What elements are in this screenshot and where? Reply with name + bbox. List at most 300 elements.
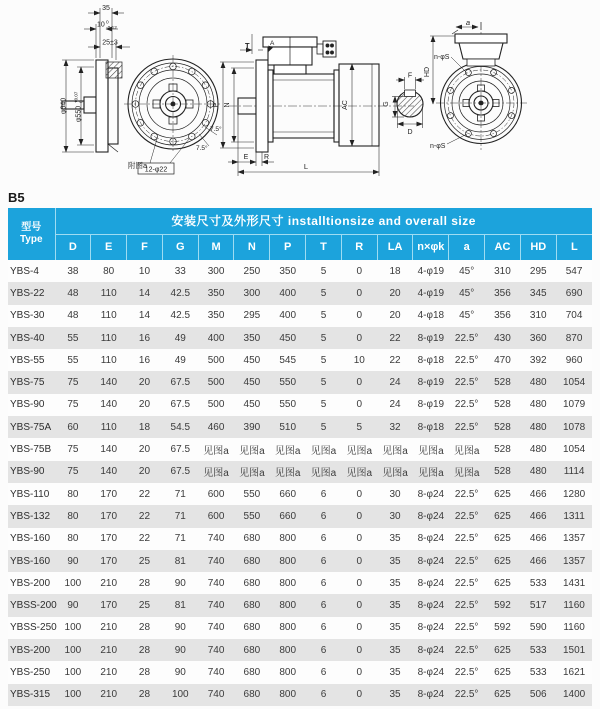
dimension-cell: 466	[529, 510, 547, 522]
dimension-cell: 800	[279, 533, 297, 545]
dimension-cell: 0	[356, 488, 363, 500]
dimension-cell: 517	[529, 600, 547, 612]
dimension-cell: 110	[100, 421, 117, 433]
dimension-cell: 18	[138, 421, 151, 433]
dimension-cell: 470	[494, 354, 511, 366]
dimension-cell: 170	[100, 555, 118, 567]
dimension-cell: 350	[243, 332, 261, 344]
dimension-cell: 8-φ24	[417, 622, 445, 634]
dimension-cell: 356	[494, 310, 511, 322]
dimension-cell: 6	[320, 555, 327, 567]
dimension-cell: 310	[529, 310, 547, 322]
dimension-cell: 533	[529, 666, 547, 678]
dimension-cell: 35	[389, 622, 401, 634]
dimension-cell: 680	[243, 666, 261, 678]
dimension-cell: 1311	[563, 510, 585, 522]
dimension-cell: 48	[67, 310, 79, 322]
dimension-cell: 71	[174, 488, 186, 500]
dimension-cell: 55	[67, 332, 79, 344]
table-row	[8, 282, 592, 304]
dimension-cell: 740	[207, 622, 225, 634]
dimension-cell: 140	[100, 466, 118, 478]
dimension-cell: 28	[138, 644, 151, 656]
table-row	[8, 461, 592, 483]
dimension-cell: 25	[138, 555, 151, 567]
table-row	[8, 661, 592, 683]
dimension-cell: 545	[279, 354, 297, 366]
dimension-cell: 350	[279, 265, 297, 277]
dimension-cell: 110	[100, 354, 117, 366]
dimension-cell: 1501	[562, 644, 586, 656]
dimension-cell: 32	[389, 421, 401, 433]
dimension-cell: 5	[356, 421, 363, 433]
dimension-cell: 22.5°	[454, 644, 479, 656]
dimension-cell: 800	[279, 689, 297, 701]
dimension-cell: 0	[356, 310, 363, 322]
dimension-cell: 75	[67, 377, 79, 389]
dimension-cell: 22.5°	[454, 689, 479, 701]
motor-type-cell: YBS-315	[10, 689, 51, 701]
dimension-cell: 81	[174, 600, 186, 612]
dimension-cell: 400	[279, 287, 297, 299]
table-row	[8, 371, 592, 393]
dimension-cell: 460	[207, 421, 225, 433]
dimension-cell: 18	[389, 265, 401, 277]
dim-label-25: 25±3	[102, 39, 118, 47]
dimension-cell: 22.5°	[454, 622, 479, 634]
dimension-cell: 20	[138, 466, 151, 478]
dimension-cell: 1357	[562, 555, 586, 567]
motor-type-cell: YBS-4	[10, 265, 39, 277]
dimension-cell: 870	[565, 332, 583, 344]
dimension-cell: 550	[279, 377, 297, 389]
dimension-cell: 8-φ24	[417, 577, 445, 589]
dimension-cell: 55	[67, 354, 79, 366]
dimension-cell: 54.5	[170, 421, 191, 433]
dimension-cell: 5	[320, 332, 327, 344]
column-header: AC	[485, 234, 521, 260]
dimension-cell: 210	[100, 622, 118, 634]
dim-label-10: 10	[97, 21, 105, 29]
dimension-cell: 140	[100, 444, 118, 456]
dimension-cell: 22.5°	[454, 510, 479, 522]
dimension-cell: 33	[174, 265, 186, 277]
table-row	[8, 438, 592, 460]
column-header: N	[234, 234, 270, 260]
dimension-cell: 见图a	[239, 446, 265, 458]
dimension-cell: 6	[320, 600, 327, 612]
dimension-cell: 45°	[459, 310, 475, 322]
dimension-cell: 22.5°	[454, 488, 479, 500]
dimension-cell: 550	[243, 488, 261, 500]
column-header: D	[55, 234, 91, 260]
motor-type-cell: YBS-75B	[10, 444, 52, 456]
dimension-cell: 800	[279, 577, 297, 589]
dimension-cell: 10	[138, 265, 151, 277]
dimension-cell: 500	[207, 377, 225, 389]
type-header-en: Type	[19, 234, 43, 245]
dimension-cell: 350	[207, 287, 225, 299]
dimension-cell: 67.5	[170, 377, 191, 389]
dimension-cell: 625	[494, 533, 511, 545]
dimension-cell: 100	[64, 622, 82, 634]
dim-label-10-tol-top: 0	[106, 20, 109, 26]
dimension-cell: 210	[100, 689, 118, 701]
dimension-cell: 680	[243, 577, 261, 589]
dimension-cell: 450	[279, 332, 297, 344]
dimension-cell: 740	[207, 689, 225, 701]
dimension-cell: 0	[356, 577, 363, 589]
dimension-cell: 见图a	[310, 446, 337, 458]
dim-label-l: L	[303, 162, 309, 171]
table-row	[8, 572, 592, 594]
dim-label-g: G	[383, 101, 390, 107]
dimension-cell: 100	[64, 644, 82, 656]
dimension-cell: 1621	[562, 666, 586, 678]
table-row	[8, 617, 592, 639]
dimension-cell: 28	[138, 577, 151, 589]
dimension-cell: 见图a	[346, 446, 373, 458]
dimension-cell: 960	[565, 354, 583, 366]
dim-label-d: D	[407, 129, 413, 136]
dimension-cell: 48	[67, 287, 79, 299]
dimension-cell: 20	[138, 444, 151, 456]
dimension-cell: 0	[356, 377, 363, 389]
dimension-cell: 28	[138, 689, 151, 701]
dimension-cell: 0	[356, 265, 363, 277]
dimension-cell: 22.5°	[454, 533, 479, 545]
dimension-cell: 16	[138, 332, 151, 344]
dimension-cell: 480	[529, 377, 547, 389]
dimension-cell: 528	[494, 444, 511, 456]
dimension-cell: 22.5°	[454, 666, 479, 678]
dim-label-10-tol-bot: -0.12	[106, 25, 117, 31]
dimension-cell: 625	[494, 555, 511, 567]
table-row	[8, 639, 592, 661]
dimension-cell: 见图a	[382, 446, 408, 458]
column-header: L	[556, 234, 592, 260]
dimension-cell: 25	[138, 600, 151, 612]
dimension-cell: 140	[100, 399, 118, 411]
figure-a-caption: 附图a	[128, 161, 148, 170]
dimension-cell: 49	[174, 354, 186, 366]
dimension-cell: 1431	[562, 577, 586, 589]
dimension-cell: 45°	[459, 287, 475, 299]
dimension-cell: 528	[494, 421, 511, 433]
dimension-cell: 5	[320, 310, 327, 322]
dimension-cell: 22.5°	[454, 577, 479, 589]
dimension-cell: 625	[494, 689, 511, 701]
dim-label-35: 35	[102, 5, 110, 12]
dimension-cell: 35	[389, 555, 401, 567]
dimension-cell: 6	[320, 488, 327, 500]
dimension-cell: 295	[243, 310, 261, 322]
dimension-cell: 0	[356, 533, 363, 545]
dim-label-a-lower: a	[465, 18, 471, 27]
dimension-cell: 506	[529, 689, 547, 701]
dimension-cell: 0	[356, 399, 363, 411]
dimension-cell: 5	[320, 265, 327, 277]
motor-type-cell: YBS-250	[10, 666, 51, 678]
dimension-cell: 8-φ24	[417, 533, 445, 545]
dimension-cell: 625	[494, 666, 511, 678]
dimension-cell: 450	[243, 399, 261, 411]
dim-label-angle-1: 7.5°	[196, 145, 208, 152]
dimension-cell: 10	[353, 354, 365, 366]
dimension-cell: 356	[494, 287, 511, 299]
dimension-cell: 800	[279, 555, 297, 567]
dimension-cell: 170	[100, 488, 118, 500]
dim-label-p: P	[213, 102, 220, 108]
dimension-cell: 见图a	[418, 446, 444, 458]
dimension-cell: 310	[494, 265, 511, 277]
dimension-cell: 42.5	[170, 287, 191, 299]
motor-type-cell: YBS-30	[10, 310, 45, 322]
column-header: M	[198, 234, 234, 260]
motor-type-cell: YBS-160	[10, 555, 51, 567]
dimension-cell: 24	[389, 377, 401, 389]
dimension-cell: 22.5°	[454, 354, 479, 366]
dimension-cell: 680	[243, 689, 261, 701]
dim-label-n: N	[224, 102, 231, 108]
motor-type-cell: YBS-75A	[10, 421, 52, 433]
dimension-cell: 0	[356, 332, 363, 344]
dimension-cell: 28	[138, 622, 151, 634]
dimension-cell: 680	[243, 622, 261, 634]
dimension-cell: 见图a	[239, 468, 265, 480]
dim-label-hd: HD	[424, 66, 431, 78]
dimension-cell: 740	[207, 600, 225, 612]
dimension-cell: 22	[138, 488, 151, 500]
dimension-cell: 740	[207, 533, 225, 545]
dimension-cell: 5	[320, 421, 327, 433]
dimension-cell: 450	[243, 377, 261, 389]
dimension-cell: 见图a	[418, 468, 444, 480]
dimension-cell: 0	[356, 666, 363, 678]
dimension-cell: 1357	[562, 533, 586, 545]
dimension-cell: 22	[389, 332, 401, 344]
dimension-cell: 75	[67, 399, 79, 411]
dimension-cell: 22.5°	[454, 600, 479, 612]
motor-type-cell: YBSS-200	[10, 600, 57, 612]
dimension-cell: 见图a	[203, 468, 229, 480]
dimension-cell: 1160	[563, 600, 585, 612]
dimension-cell: 1400	[562, 689, 586, 701]
dimension-cell: 110	[100, 310, 117, 322]
dimension-cell: 0	[356, 622, 363, 634]
dimension-cell: 6	[320, 533, 327, 545]
column-header: n×φk	[413, 234, 449, 260]
dimension-cell: 600	[207, 488, 225, 500]
dimension-cell: 480	[529, 466, 547, 478]
dimension-cell: 6	[320, 622, 327, 634]
dimension-cell: 590	[529, 622, 547, 634]
dimension-cell: 100	[64, 577, 82, 589]
column-header: HD	[520, 234, 556, 260]
dimension-cell: 625	[494, 510, 511, 522]
dimension-cell: 800	[279, 666, 297, 678]
dimension-cell: 见图a	[310, 468, 337, 480]
dimension-cell: 71	[174, 533, 186, 545]
dimension-cell: 8-φ18	[417, 421, 445, 433]
mounting-code-label: B5	[8, 190, 25, 205]
dimension-cell: 680	[243, 555, 261, 567]
table-row	[8, 550, 592, 572]
column-header: LA	[377, 234, 413, 260]
dimension-cell: 300	[243, 287, 261, 299]
column-header: R	[341, 234, 377, 260]
dimension-cell: 110	[100, 332, 117, 344]
dimension-cell: 740	[207, 644, 225, 656]
dimension-cell: 8-φ19	[417, 399, 445, 411]
dim-label-ac: AC	[342, 100, 349, 110]
dimension-cell: 6	[320, 577, 327, 589]
dimension-cell: 740	[207, 555, 225, 567]
dimension-cell: 22.5°	[454, 555, 479, 567]
dimension-cell: 170	[100, 533, 118, 545]
column-header-row	[8, 234, 592, 260]
motor-type-cell: YBS-22	[10, 287, 45, 299]
dimension-cell: 75	[67, 444, 79, 456]
dimension-cell: 见图a	[274, 446, 301, 458]
dim-label-n-phi-s-bottom: n-φS	[430, 143, 446, 150]
dimension-cell: 8-φ19	[417, 332, 445, 344]
dimension-cell: 见图a	[203, 446, 229, 458]
dimension-cell: 4-φ19	[417, 265, 445, 277]
dimension-cell: 210	[100, 577, 118, 589]
dimension-cell: 8-φ24	[417, 510, 445, 522]
dimension-cell: 430	[494, 332, 511, 344]
dimension-cell: 90	[174, 577, 186, 589]
dimension-cell: 528	[494, 466, 511, 478]
dim-label-phi640: φ640	[60, 97, 68, 115]
dimension-cell: 690	[565, 287, 583, 299]
motor-type-cell: YBS-200	[10, 644, 51, 656]
dimension-cell: 22	[138, 510, 151, 522]
dimension-cell: 81	[174, 555, 186, 567]
dimension-cell: 30	[389, 510, 401, 522]
dimension-cell: 480	[529, 444, 547, 456]
dimension-cell: 22.5°	[454, 332, 479, 344]
dimension-cell: 550	[279, 399, 297, 411]
table-row	[8, 394, 592, 416]
dimension-cell: 67.5	[170, 466, 191, 478]
dim-label-a-upper: A	[270, 40, 275, 47]
dimension-cell: 800	[279, 644, 297, 656]
dimension-cell: 533	[529, 577, 547, 589]
motor-type-cell: YBS-40	[10, 332, 45, 344]
dim-label-e: E	[243, 154, 249, 161]
dimension-cell: 680	[243, 533, 261, 545]
dimension-cell: 80	[67, 533, 79, 545]
dimension-cell: 390	[243, 421, 261, 433]
dimension-cell: 80	[67, 510, 79, 522]
dimension-cell: 1078	[562, 421, 586, 433]
dimension-cell: 80	[67, 488, 79, 500]
dimension-cell: 49	[174, 332, 186, 344]
table-row	[8, 416, 592, 438]
dimension-cell: 500	[207, 354, 225, 366]
column-header: G	[162, 234, 198, 260]
dimension-cell: 见图a	[453, 468, 480, 480]
dimension-cell: 35	[389, 577, 401, 589]
dimension-cell: 80	[103, 265, 115, 277]
dimension-cell: 592	[494, 600, 511, 612]
dimension-cell: 1160	[563, 622, 585, 634]
dimension-cell: 90	[174, 644, 186, 656]
dimension-cell: 1114	[563, 466, 585, 478]
dimension-cell: 6	[320, 666, 327, 678]
table-row	[8, 260, 592, 282]
dimension-cell: 660	[279, 510, 297, 522]
dimension-cell: 1079	[562, 399, 586, 411]
motor-type-cell: YBS-75	[10, 377, 45, 389]
type-header-cn: 型号	[21, 222, 42, 233]
dimension-table	[8, 208, 592, 706]
dimension-cell: 625	[494, 488, 511, 500]
dimension-cell: 1054	[562, 377, 586, 389]
dimension-cell: 0	[356, 644, 363, 656]
dimension-cell: 90	[174, 622, 186, 634]
dimension-cell: 300	[207, 265, 225, 277]
dimension-cell: 90	[67, 600, 79, 612]
dimension-cell: 100	[171, 689, 189, 701]
dimension-cell: 30	[389, 488, 401, 500]
dimension-cell: 60	[67, 421, 79, 433]
dimension-cell: 510	[279, 421, 297, 433]
motor-type-cell: YBSS-250	[10, 622, 57, 634]
dimension-cell: 400	[207, 332, 225, 344]
motor-type-cell: YBS-90	[10, 399, 45, 411]
dimension-cell: 528	[494, 399, 511, 411]
dimension-cell: 466	[529, 555, 547, 567]
dimension-cell: 见图a	[453, 446, 480, 458]
dimension-cell: 480	[529, 399, 547, 411]
column-header: E	[91, 234, 127, 260]
dimension-cell: 20	[138, 399, 151, 411]
dimension-cell: 740	[207, 666, 225, 678]
dimension-cell: 550	[243, 510, 261, 522]
dimension-cell: 75	[67, 466, 79, 478]
dimension-cell: 0	[356, 510, 363, 522]
dimension-cell: 16	[138, 354, 151, 366]
dimension-cell: 800	[279, 622, 297, 634]
dimension-cell: 466	[529, 488, 547, 500]
dimension-cell: 22	[138, 533, 151, 545]
dimension-cell: 见图a	[382, 468, 408, 480]
dimension-cell: 625	[494, 577, 511, 589]
dimension-cell: 250	[243, 265, 261, 277]
table-row	[8, 305, 592, 327]
dimension-cell: 400	[279, 310, 297, 322]
dimension-cell: 35	[389, 600, 401, 612]
table-header	[8, 208, 592, 260]
table-row	[8, 327, 592, 349]
dim-label-n-phi-s-top: n-φS	[434, 54, 450, 61]
dimension-cell: 360	[529, 332, 547, 344]
dimension-cell: 35	[389, 644, 401, 656]
table-row	[8, 505, 592, 527]
table-row	[8, 528, 592, 550]
dimension-cell: 528	[494, 377, 511, 389]
dimension-cell: 170	[100, 510, 118, 522]
motor-type-cell: YBS-110	[10, 488, 50, 500]
dimension-cell: 350	[207, 310, 225, 322]
dimension-cell: 71	[174, 510, 186, 522]
dimension-cell: 1280	[562, 488, 586, 500]
dimension-cell: 8-φ24	[417, 644, 445, 656]
dimension-cell: 22.5°	[454, 377, 479, 389]
